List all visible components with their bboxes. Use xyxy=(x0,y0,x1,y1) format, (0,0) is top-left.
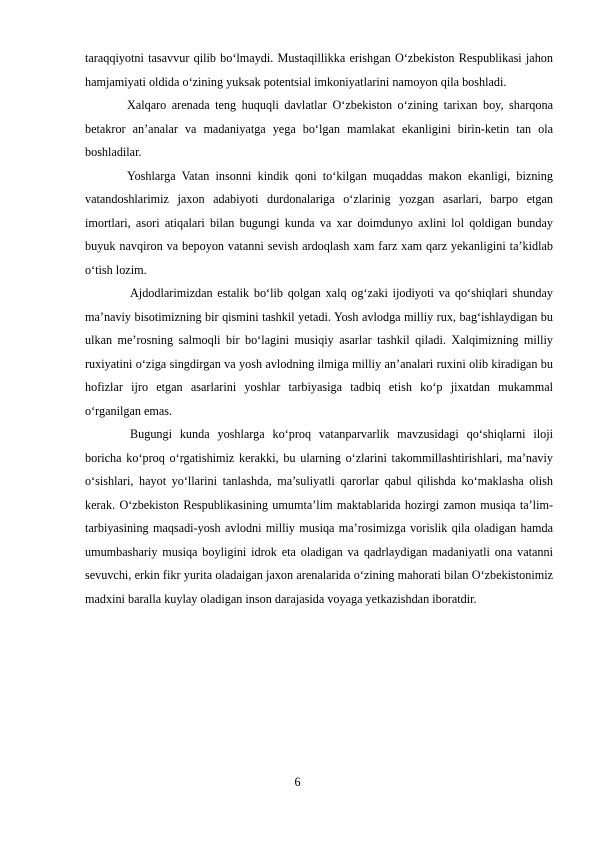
body-text xyxy=(85,47,553,611)
paragraph: Ajdodlarimizdan estalik bo‘lib qolgan xalq og‘zaki ijodiyoti va qo‘shiqlari shunday ma’naviy bisotimizning bir qismini tashkil yetadi. Yosh avlodga milliy rux, bag‘ishlaydigan bu ulkan me’rosning salmoqli bir bo‘lagini musiqiy asarlar tashkil qiladi. Xalqimizning milliy ruxiyatini o‘ziga singdirgan va yosh avlodning ilmiga milliy an’analari ruxini olib kiradigan bu hofizlar ijro etgan asarlarini yoshlar tarbiyasiga tadbiq etish ko‘p jixatdan mukammal o‘rganilgan emas. xyxy=(85,286,553,418)
paragraph: Yoshlarga Vatan insonni kindik qoni to‘kilgan muqaddas makon ekanligi, bizning vatandoshlarimiz jaxon adabiyoti durdonalariga o‘zlarinig yozgan asarlari, barpo etgan imortlari, asori atiqalari bilan bugungi kunda va xar doimdunyo axlini lol qoldigan bunday buyuk navqiron va bepoyon vatanni sevish ardoqlash xam farz xam qarz yekanligini ta’kidlab o‘tish lozim. xyxy=(85,168,553,277)
page-number: 6 xyxy=(294,775,301,789)
paragraph-continuation: taraqqiyotni tasavvur qilib bo‘lmaydi. Mustaqillikka erishgan O‘zbekiston Respublikasi jahon hamjamiyati oldida o‘zining yuksak potentsial imkoniyatlarini namoyon qila boshladi. xyxy=(85,51,553,89)
paragraph: Xalqaro arenada teng huquqli davlatlar O‘zbekiston o‘zining tarixan boy, sharqona betakror an’analar va madaniyatga yega bo‘lgan mamlakat ekanligini birin-ketin tan ola boshladilar. xyxy=(85,98,553,159)
paragraph: Bugungi kunda yoshlarga ko‘proq vatanparvarlik mavzusidagi qo‘shiqlarni iloji boricha ko‘proq o‘rgatishimiz kerakki, bu ularning o‘zlarini takommillashtirishlari, ma’naviy o‘sishlari, hayot yo‘llarini tanlashda, ma’suliyatli qarorlar qabul qilishda ko‘maklasha olish kerak. O‘zbekiston Respublikasining umumta’lim maktablarida hozirgi zamon musiqa ta’lim-tarbiyasining maqsadi-yosh avlodni milliy musiqa ma’rosimizga vorislik qila oladigan hamda umumbashariy musiqa boyligini idrok eta oladigan va qadrlaydigan madaniyatli ona vatanni sevuvchi, erkin fikr yurita oladaigan jaxon arenalarida o‘zining mahorati bilan O‘zbekistonimiz madxini baralla kuylay oladigan inson darajasida voyaga yetkazishdan iboratdir. xyxy=(85,427,553,606)
